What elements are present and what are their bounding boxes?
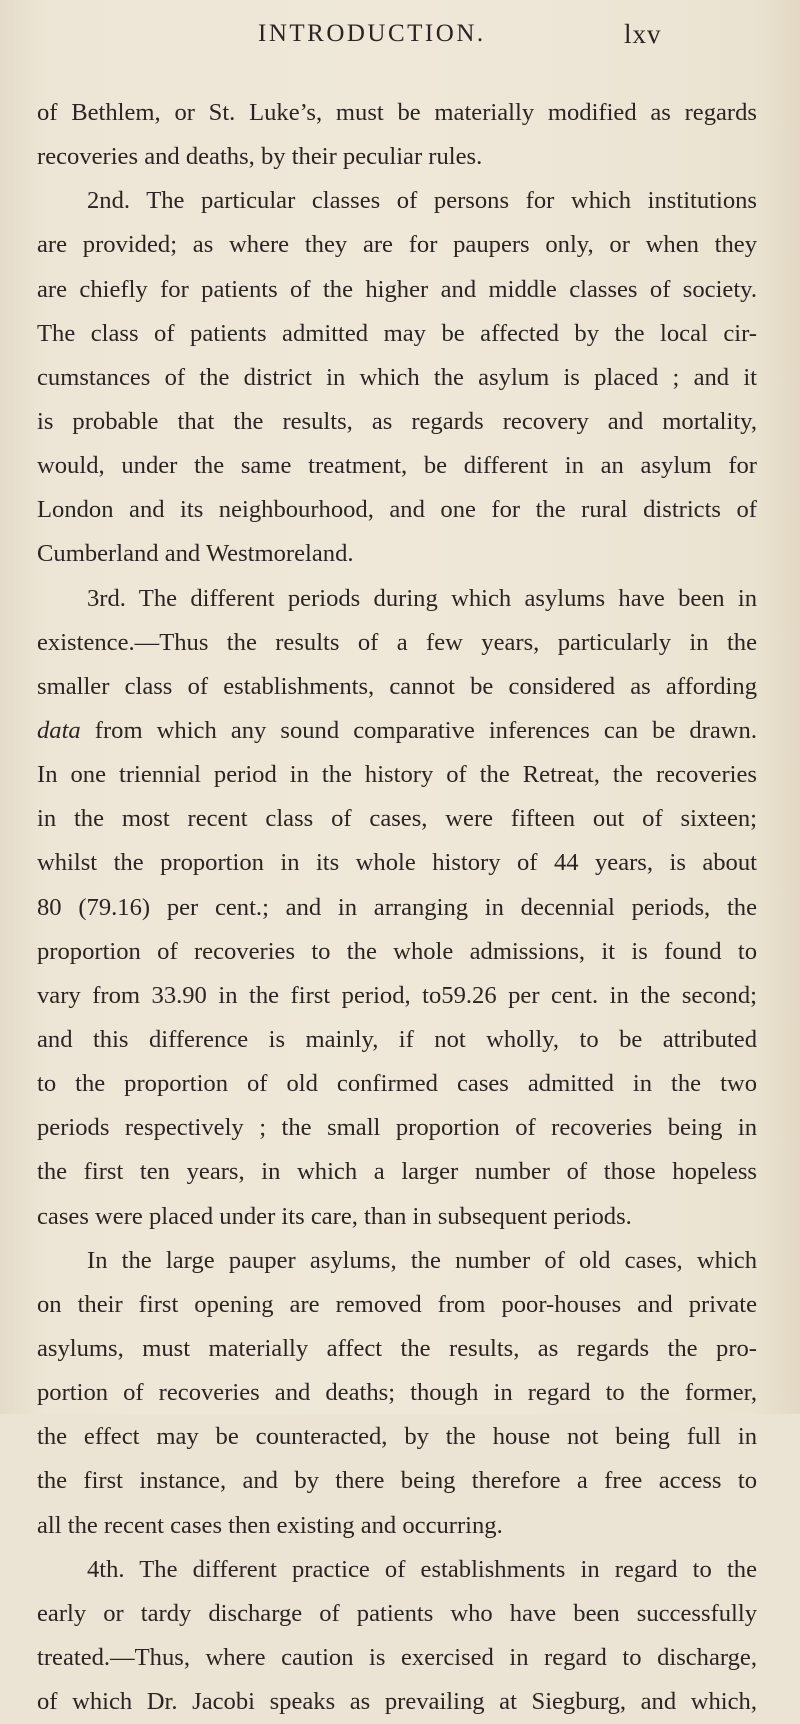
text-line: cumstances of the district in which the asylum is placed ; and it [37,363,757,391]
body-text [37,91,757,1724]
text-line: proportion of recoveries to the whole admissions, it is found to [37,937,757,965]
paragraph-start-line: In the large pauper asylums, the number of old cases, which [87,1246,757,1274]
text-line [37,709,757,753]
text-line: vary from 33.90 in the first period, to59.26 per cent. in the second; [37,981,757,1009]
text-line: The class of patients admitted may be affected by the local cir- [37,319,757,347]
paragraph-start-line: 3rd. The different periods during which asylums have been in [87,584,757,612]
text-line: all the recent cases then existing and occurring. [37,1511,503,1539]
text-line: is probable that the results, as regards recovery and mortality, [37,407,757,435]
text-line: to the proportion of old confirmed cases admitted in the two [37,1070,757,1098]
text-line: 80 (79.16) per cent.; and in arranging in decennial periods, the [37,893,757,921]
text-line: London and its neighbourhood, and one for the rural districts of [37,496,757,524]
text-line: periods respectively ; the small proportion of recoveries being in [37,1114,757,1142]
text-line: portion of recoveries and deaths; though in regard to the former, [37,1379,757,1407]
text-line: whilst the proportion in its whole history of 44 years, is about [37,849,757,877]
text-line: the effect may be counteracted, by the house not being full in [37,1423,757,1451]
page-number: lxv [624,19,662,49]
text-line: of Bethlem, or St. Luke’s, must be materially modified as regards [37,99,757,126]
text-line: the first instance, and by there being therefore a free access to [37,1467,757,1495]
italic-word: data [37,716,81,744]
text-line: Cumberland and Westmoreland. [37,540,354,568]
running-head [0,20,800,60]
text-line: are provided; as where they are for paupers only, or when they [37,231,757,259]
text-line: would, under the same treatment, be different in an asylum for [37,452,757,480]
text-line: are chiefly for patients of the higher and middle classes of society. [37,275,757,303]
text-line: on their first opening are removed from poor-houses and private [37,1290,757,1318]
paragraph-start-line: 2nd. The particular classes of persons for which institutions [87,187,757,215]
running-title: INTRODUCTION. [258,20,486,47]
text-line: recoveries and deaths, by their peculiar rules. [37,143,483,171]
text-line: existence.—Thus the results of a few years, particularly in the [37,628,757,656]
text-line: and this difference is mainly, if not wholly, to be attributed [37,1025,757,1053]
text-line: in the most recent class of cases, were fifteen out of sixteen; [37,805,757,833]
text-line: early or tardy discharge of patients who have been successfully [37,1599,757,1627]
text-line: In one triennial period in the history of the Retreat, the recoveries [37,761,757,789]
paragraph-start-line: 4th. The different practice of establishments in regard to the [87,1555,757,1583]
text-line: cases were placed under its care, than in subsequent periods. [37,1202,632,1230]
text-line: the first ten years, in which a larger number of those hopeless [37,1158,757,1186]
line-remainder: from which any sound comparative inferences can be drawn. [94,716,757,744]
text-line: smaller class of establishments, cannot be considered as affording [37,672,757,700]
text-line: of which Dr. Jacobi speaks as prevailing at Siegburg, and which, [37,1688,757,1716]
text-line: treated.—Thus, where caution is exercised in regard to discharge, [37,1643,757,1671]
text-line: asylums, must materially affect the results, as regards the pro- [37,1334,757,1362]
